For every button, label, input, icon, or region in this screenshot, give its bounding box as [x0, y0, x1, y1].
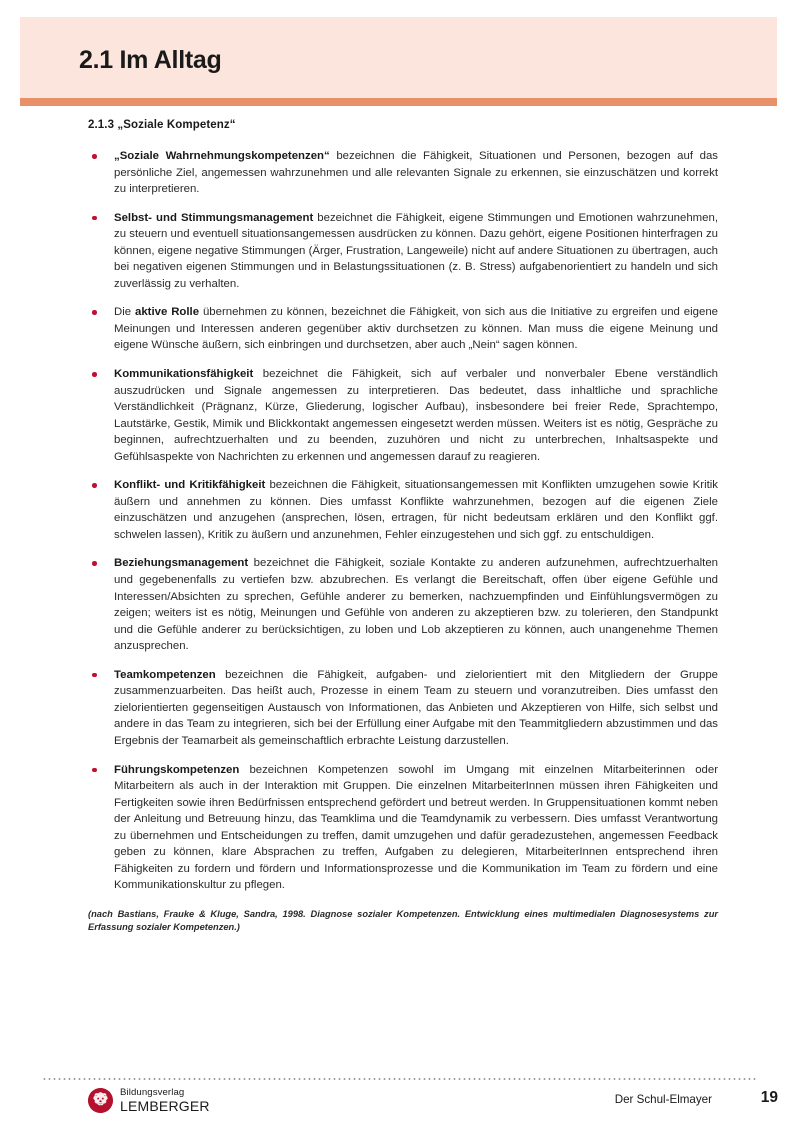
bullet-lead-term: „Soziale Wahrnehmungskompetenzen“ — [114, 150, 330, 162]
bullet-body-text: bezeichnen die Fähigkeit, Situationen und Personen, bezogen auf das persönliche Ziel, angemessen wahrzunehmen und alle relevanten Signale zu erkennen, sie einzuschätzen und korrekt zu interpretieren. — [114, 150, 719, 196]
page-title: 2.1 Im Alltag — [79, 46, 222, 74]
list-item — [88, 555, 718, 654]
list-item — [88, 210, 718, 293]
publisher-name — [120, 1088, 210, 1113]
bullet-body-text: bezeichnet die Fähigkeit, eigene Stimmungen und Emotionen wahrzunehmen, zu steuern und eventuell situationsangemessen ausdrücken zu können. Dazu gehört, eigene Positionen hinterfragen zu können, eigene negative Stimmungen (Ärger, Frustration, Langeweile) nicht auf andere Situationen zu übertragen, auch bei negativen eigenen Stimmungen und in Belastungssituationen (z. B. Stress) aufgabenorientiert zu handeln und sich zuverlässig zu verhalten. — [114, 211, 719, 290]
bullet-body-text: bezeichnen die Fähigkeit, aufgaben- und zielorientiert mit den Mitgliedern der Gruppe zusammenzuarbeiten. Das heißt auch, Prozesse in einem Team zu steuern und voranzutreiben. Dies umfasst den zielorientierten gegenseitigen Austausch von Informationen, das Anbieten und Akzeptieren von Hilfe, sich selbst und andere in das Team zu integrieren, sich bei der Erfüllung einer Aufgabe mit den Teammitgliedern abzustimmen und das Ergebnis der Teamarbeit als gemeinschaftlich erbrachte Leistung darzustellen. — [114, 668, 718, 747]
list-item — [88, 366, 718, 465]
publisher-logo — [88, 1088, 210, 1113]
bullet-body-text: bezeichnen die Fähigkeit, situationsangemessen mit Konflikten umzugehen sowie Kritik äußern und annehmen zu können. Dies umfasst Konflikte wahrzunehmen, bezogen auf die eigenen Ziele einzuschätzen und anzugehen (ansprechen, lösen, ertragen, für nicht bedeutsam erklären und den Konflikt ggf. schwelen lassen), Kritik zu äußern und anzunehmen, Fehler einzugestehen und sich ggf. zu entschuldigen. — [114, 479, 718, 541]
bullet-prefix-text: Die — [114, 306, 135, 319]
bullet-lead-term: Beziehungsmanagement — [114, 557, 249, 570]
publisher-line-2: LEMBERGER — [120, 1097, 210, 1114]
list-item — [88, 667, 718, 750]
list-item — [88, 304, 718, 354]
bullet-lead-term: Kommunikationsfähigkeit — [114, 368, 254, 381]
source-citation: (nach Bastians, Frauke & Kluge, Sandra, 1998. Diagnose sozialer Kompetenzen. Entwicklung eines multimedialen Diagnosesystems zur Erfassung sozialer Kompetenzen.) — [88, 908, 718, 933]
bullet-lead-term: Teamkompetenzen — [114, 668, 216, 681]
lion-head-icon — [88, 1088, 113, 1113]
footer-dotted-divider — [42, 1078, 758, 1080]
page-footer — [0, 1086, 800, 1131]
list-item — [88, 762, 718, 894]
bullet-body-text: bezeichnet die Fähigkeit, sich auf verbaler und nonverbaler Ebene verständlich auszudrücken und Signale angemessen zu interpretieren. Das bedeutet, dass inhaltliche und sprachliche Verständlichkeit (Prägnanz, Kürze, Gliederung, logischer Aufbau), insbesondere bei freier Rede, Sprachtempo, Lautstärke, Gestik, Mimik und Blickkontakt angemessen eingesetzt werden müssen. Weiters ist es nötig, Gespräche zu beginnen, aufrechtzuerhalten und zu beenden, zuzuhören und nicht zu unterbrechen, Inhaltsaspekte und Gefühlsaspekte von Nachrichten zu erkennen und angemessen darauf zu reagieren. — [114, 368, 718, 463]
bullet-lead-term: Selbst- und Stimmungsmanagement — [114, 211, 314, 224]
bullet-body-text: bezeichnet die Fähigkeit, soziale Kontakte zu anderen aufzunehmen, aufrechtzuerhalten und gegebenenfalls zu vertiefen bzw. abzubrechen. Es verlangt die Bereitschaft, offen über eigene Gefühle und Interessen/Absichten zu sprechen, Gefühle anderer zu bemerken, nachzuempfinden und Einfühlungsvermögen zu zeigen; weiters ist es nötig, Meinungen und Gefühle von anderen zu akzeptieren bzw. zu tolerieren, den Standpunkt und die Gefühle anderer zu berücksichtigen, zu loben und Lob akzeptieren zu können, auch unangenehme Themen anzusprechen. — [114, 557, 718, 653]
bullet-lead-term: aktive Rolle — [135, 306, 200, 319]
bullet-body-text: bezeichnen Kompetenzen sowohl im Umgang mit einzelnen Mitarbeiterinnen oder Mitarbeitern als auch in der Interaktion mit Gruppen. Die einzelnen MitarbeiterInnen müssen ihren Fähigkeiten und Fertigkeiten sowie ihren Bedürfnissen entsprechend gefördert und betreut werden. In Gruppensituationen kommt neben der Anleitung und Betreuung hinzu, das Teamklima und die Teamdynamik zu verbessern. Dies umfasst Verantwortung zu übernehmen und Entscheidungen zu treffen, damit umzugehen und dafür geradezustehen, angemessen Feedback geben zu können, klare Absprachen zu treffen, Aufgaben zu delegieren, MitarbeiterInnen entsprechend ihren Fähigkeiten zu fordern und fördern und Informationsprozesse und die Kommunikation im Team zu fördern und eine Kommunikationskultur zu pflegen. — [114, 763, 718, 892]
content-area — [88, 119, 718, 935]
bullet-lead-term: Führungskompetenzen — [114, 763, 240, 776]
publisher-line-1: Bildungsverlag — [120, 1087, 185, 1099]
book-title-footer: Der Schul-Elmayer — [614, 1093, 712, 1106]
list-item — [88, 477, 718, 543]
bullet-body-text: übernehmen zu können, bezeichnet die Fähigkeit, von sich aus die Initiative zu ergreifen und eigene Meinungen und Interessen anderen gegenüber aktiv durchsetzen zu können. Man muss die eigene Meinung und eigene Wünsche äußern, sich einbringen und durchsetzen, aber auch „Nein“ sagen können. — [114, 306, 718, 352]
page-number: 19 — [760, 1089, 778, 1106]
list-item — [88, 148, 718, 198]
section-subheading: 2.1.3 „Soziale Kompetenz“ — [88, 119, 236, 131]
bullet-lead-term: Konflikt- und Kritikfähigkeit — [114, 479, 266, 492]
competency-list — [88, 148, 718, 894]
chapter-header-rule — [20, 98, 777, 106]
